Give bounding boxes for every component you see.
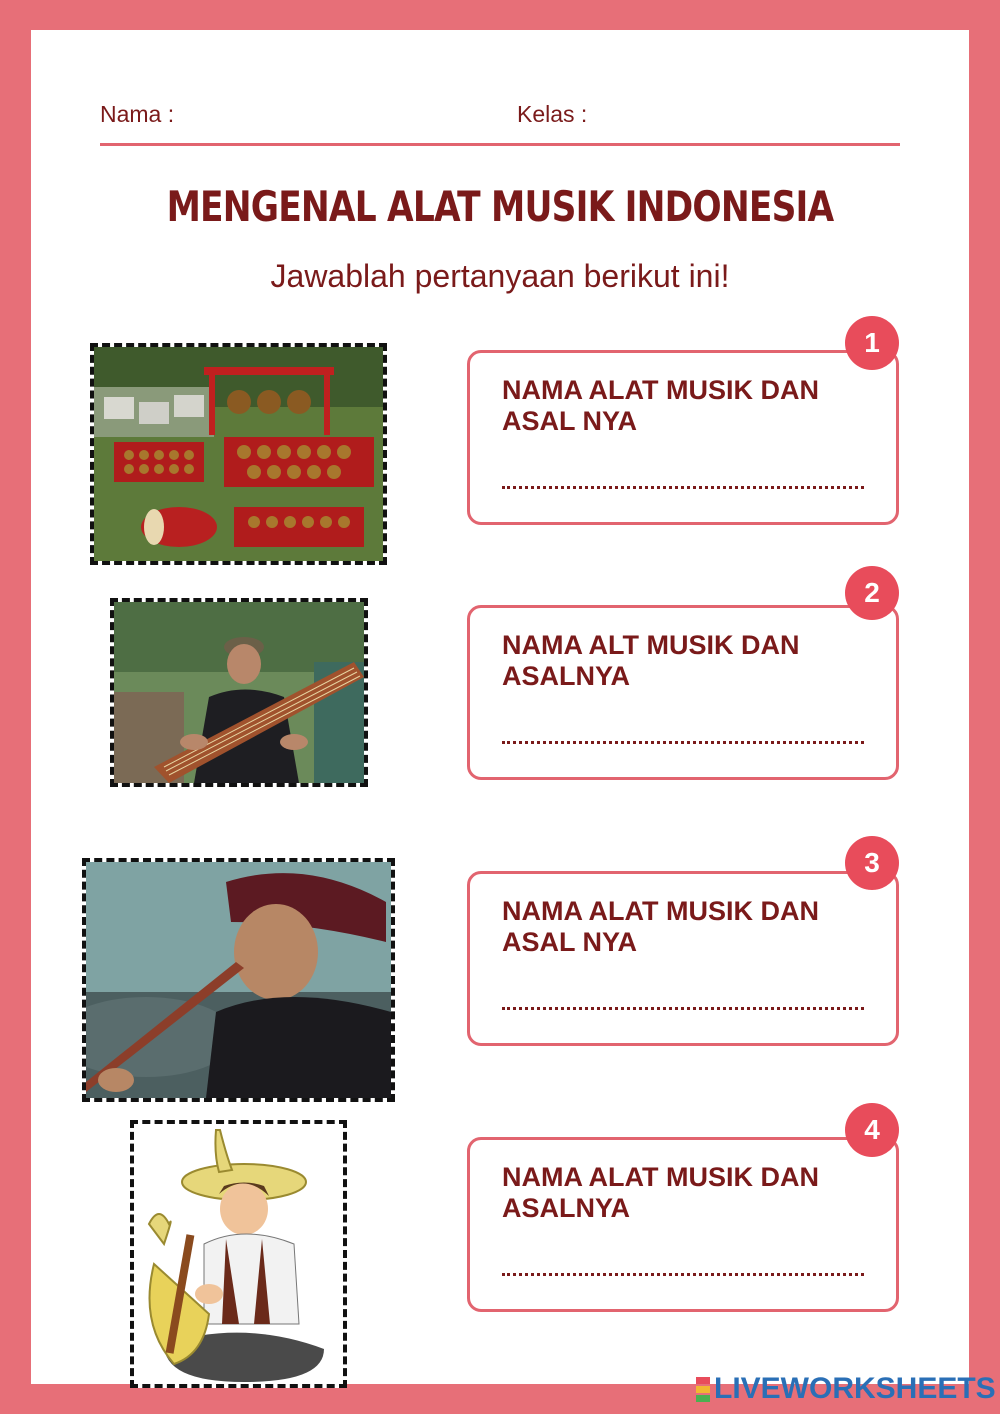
answer-line[interactable]: [502, 1007, 864, 1010]
sasando-player-art: [134, 1124, 343, 1384]
name-label: Nama :: [100, 101, 175, 127]
question-text: NAMA ALAT MUSIK DAN ASAL NYA: [502, 375, 819, 436]
question-number-badge: 3: [845, 836, 899, 890]
suling-player-art: [86, 862, 391, 1098]
liveworksheets-logo-icon: [696, 1376, 710, 1403]
liveworksheets-watermark: [696, 1373, 996, 1405]
question-text: NAMA ALAT MUSIK DAN ASALNYA: [502, 1162, 819, 1223]
gamelan-photo-art: [94, 347, 383, 561]
question-card-4: [467, 1137, 899, 1312]
answer-line[interactable]: [502, 486, 864, 489]
question-text: NAMA ALAT MUSIK DAN ASAL NYA: [502, 896, 819, 957]
answer-line[interactable]: [502, 741, 864, 744]
question-card-3: [467, 871, 899, 1046]
question-card-2: [467, 605, 899, 780]
question-text: NAMA ALT MUSIK DAN ASALNYA: [502, 630, 800, 691]
sasando-player-illustration: [130, 1120, 347, 1388]
question-number-badge: 1: [845, 316, 899, 370]
question-card-1: [467, 350, 899, 525]
gamelan-photo: [90, 343, 387, 565]
page-title: MENGENAL ALAT MUSIK INDONESIA: [166, 182, 834, 231]
question-number-badge: 2: [845, 566, 899, 620]
suling-player-photo: [82, 858, 395, 1102]
class-label: Kelas :: [517, 101, 588, 127]
answer-line[interactable]: [502, 1273, 864, 1276]
question-number-badge: 4: [845, 1103, 899, 1157]
instruction-text: Jawablah pertanyaan berikut ini!: [270, 258, 730, 294]
watermark-text: LIVEWORKSHEETS: [714, 1372, 996, 1405]
kecapi-player-art: [114, 602, 364, 783]
kecapi-player-photo: [110, 598, 368, 787]
header-divider: [100, 143, 900, 146]
